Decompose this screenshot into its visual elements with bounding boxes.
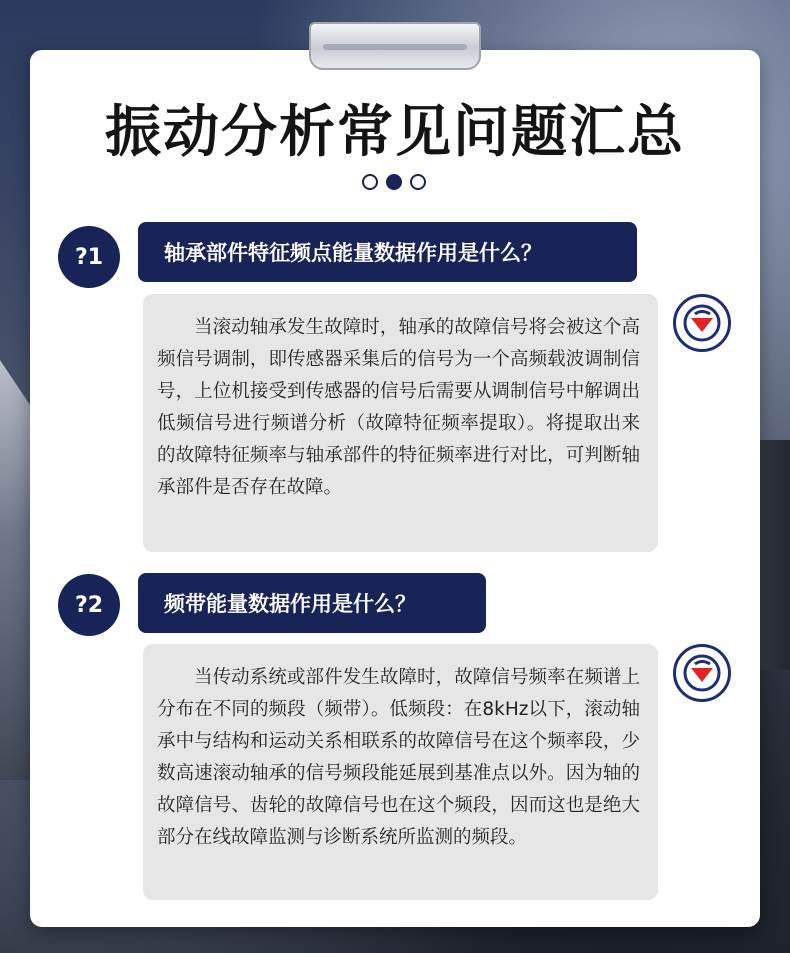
pager-dots [362,174,426,190]
pager-dot-active[interactable] [386,174,402,190]
question-number-badge: ?2 [58,574,120,636]
answer-text: 当滚动轴承发生故障时，轴承的故障信号将会被这个高频信号调制，即传感器采集后的信号为一个高频载波调制信号，上位机接受到传感器的信号后需要从调制信号中解调出低频信号进行频谱分析（故障特征频率提取）。将提取出来的故障特征频率与轴承部件的特征频率进行对比，可判断轴承部件是否存在故障。 [143,294,658,552]
question-number-badge: ?1 [58,226,120,288]
company-logo-icon [673,294,731,352]
question-title: 频带能量数据作用是什么？ [138,573,486,633]
page-title: 振动分析常见问题汇总 [105,100,685,165]
pager-dot[interactable] [362,174,378,190]
question-title: 轴承部件特征频点能量数据作用是什么？ [138,222,637,282]
answer-text: 当传动系统或部件发生故障时，故障信号频率在频谱上分布在不同的频段（频带）。低频段：在8kHz以下，滚动轴承中与结构和运动关系相联系的故障信号在这个频率段，少数高速滚动轴承的信号频段能延展到基准点以外。因为轴的故障信号、齿轮的故障信号也在这个频段，因而这也是绝大部分在线故障监测与诊断系统所监测的频段。 [143,644,658,900]
company-logo-icon [673,644,731,702]
pager-dot[interactable] [410,174,426,190]
clipboard-clip-icon [309,22,481,70]
